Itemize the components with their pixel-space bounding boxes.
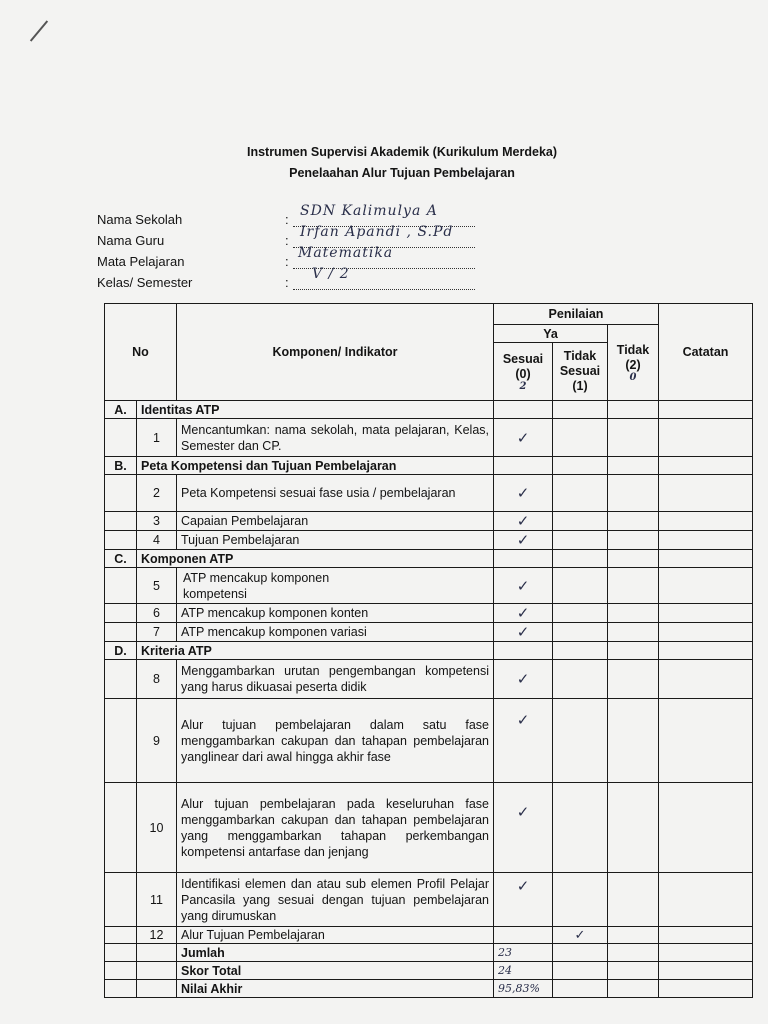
check-mark: ✓ (494, 568, 553, 604)
header-ya-label: Ya (543, 326, 558, 341)
row-text: ATP mencakup komponen kompetensi (177, 568, 494, 604)
header-komponen: Komponen/ Indikator (177, 304, 494, 401)
total-label: Jumlah (177, 944, 494, 962)
check-mark: ✓ (494, 512, 553, 531)
total-label: Skor Total (177, 962, 494, 980)
row-number: 10 (137, 783, 177, 873)
header-tidak (608, 325, 659, 401)
total-value: 95,83% (494, 980, 553, 998)
info-value-school: SDN Kalimulya A (300, 203, 438, 219)
check-mark: ✓ (494, 623, 553, 642)
check-mark: ✓ (494, 475, 553, 512)
pen-stroke-mark (30, 20, 48, 41)
check-mark: ✓ (494, 699, 553, 783)
info-value-teacher: Irfan Apandi , S.Pd (300, 224, 454, 240)
row-text: Alur tujuan pembelajaran dalam satu fase menggambarkan cakupan dan tahapan pembelajaran yanglinear dari awal hingga akhir fase (177, 699, 494, 783)
check-mark: ✓ (494, 660, 553, 699)
section-letter: D. (105, 642, 137, 660)
check-mark: ✓ (553, 927, 608, 944)
info-colon: : (285, 254, 289, 269)
check-mark: ✓ (494, 604, 553, 623)
section-title: Peta Kompetensi dan Tujuan Pembelajaran (137, 457, 494, 475)
header-sesuai-hand: 2 (519, 381, 527, 392)
check-mark: ✓ (494, 419, 553, 457)
row-number: 5 (137, 568, 177, 604)
row-number: 9 (137, 699, 177, 783)
info-colon: : (285, 275, 289, 290)
row-number: 6 (137, 604, 177, 623)
header-penilaian: Penilaian (494, 304, 659, 325)
section-title: Kriteria ATP (137, 642, 494, 660)
row-number: 7 (137, 623, 177, 642)
row-number: 3 (137, 512, 177, 531)
info-value-class: V / 2 (312, 266, 350, 282)
header-tidak-sesuai-label: Tidak Sesuai (559, 349, 601, 378)
total-value: 24 (494, 962, 553, 980)
row-text: Menggambarkan urutan pengembangan kompetensi yang harus dikuasai peserta didik (177, 660, 494, 699)
info-colon: : (285, 212, 289, 227)
document-title: Instrumen Supervisi Akademik (Kurikulum Merdeka) (246, 145, 558, 159)
row-text: Identifikasi elemen dan atau sub elemen Profil Pelajar Pancasila yang sesuai dengan tujuan pembelajaran yang dirumuskan (177, 873, 494, 927)
section-letter: A. (105, 401, 137, 419)
row-text: Alur Tujuan Pembelajaran (177, 927, 494, 944)
row-text: Tujuan Pembelajaran (177, 531, 494, 550)
check-mark: ✓ (494, 873, 553, 927)
total-label: Nilai Akhir (177, 980, 494, 998)
total-value: 23 (494, 944, 553, 962)
info-label-class: Kelas/ Semester (97, 275, 193, 290)
header-no: No (105, 304, 177, 401)
info-value-subject: Matematika (298, 245, 394, 261)
section-title: Komponen ATP (137, 550, 494, 568)
assessment-table (104, 303, 753, 998)
header-sesuai-score: (0) (515, 367, 531, 381)
header-tidak-label: Tidak (616, 343, 650, 357)
info-label-school: Nama Sekolah (97, 212, 183, 227)
header-tidak-sesuai-score: (1) (572, 379, 588, 393)
header-tidak-hand: 0 (629, 372, 637, 383)
check-mark: ✓ (494, 531, 553, 550)
row-number: 4 (137, 531, 177, 550)
row-number: 12 (137, 927, 177, 944)
row-text: Capaian Pembelajaran (177, 512, 494, 531)
row-text: Peta Kompetensi sesuai fase usia / pembelajaran (177, 475, 494, 512)
document-subtitle: Penelaahan Alur Tujuan Pembelajaran (289, 166, 515, 180)
row-number: 8 (137, 660, 177, 699)
section-letter: C. (105, 550, 137, 568)
info-label-teacher: Nama Guru (97, 233, 165, 248)
row-text: Alur tujuan pembelajaran pada keseluruhan fase menggambarkan cakupan dan tahapan pembelajaran yang menggambarkan tahapan perkembangan kompetensi antarfase dan jenjang (177, 783, 494, 873)
header-ya (494, 325, 608, 343)
info-colon: : (285, 233, 289, 248)
row-text: Mencantumkan: nama sekolah, mata pelajaran, Kelas, Semester dan CP. (177, 419, 494, 457)
row-text: ATP mencakup komponen variasi (177, 623, 494, 642)
header-tidak-sesuai (553, 343, 608, 401)
info-label-subject: Mata Pelajaran (97, 254, 185, 269)
header-catatan: Catatan (659, 304, 753, 401)
check-mark: ✓ (494, 783, 553, 873)
section-letter: B. (105, 457, 137, 475)
section-title: Identitas ATP (137, 401, 494, 419)
row-text: ATP mencakup komponen konten (177, 604, 494, 623)
header-sesuai-label: Sesuai (502, 352, 544, 366)
row-number: 11 (137, 873, 177, 927)
row-number: 1 (137, 419, 177, 457)
header-sesuai (494, 343, 553, 401)
row-number: 2 (137, 475, 177, 512)
header-tidak-score: (2) (625, 358, 641, 372)
